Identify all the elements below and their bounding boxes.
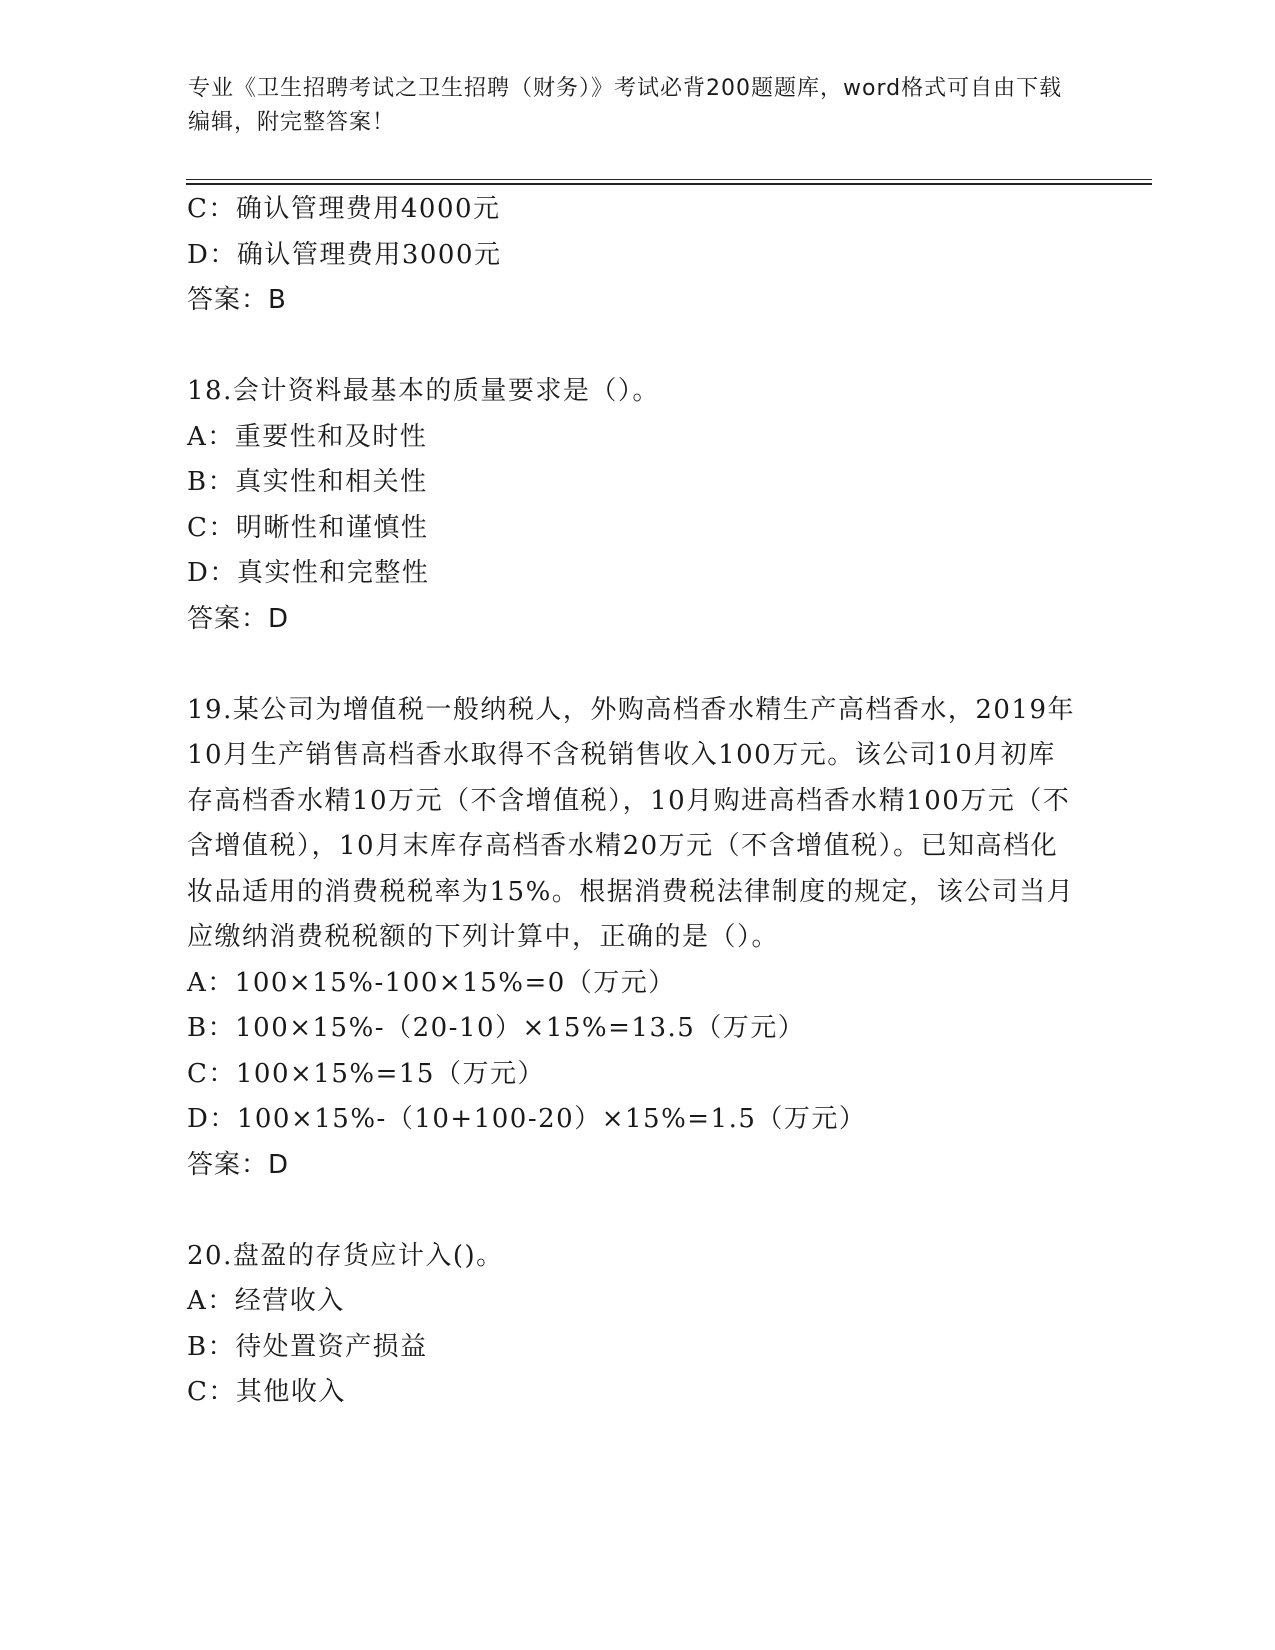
option-a: A：重要性和及时性 [187, 421, 428, 452]
spacer [187, 1188, 1087, 1234]
header-rule-thick [186, 183, 1152, 185]
question-19 [187, 688, 1087, 1189]
option-b: B：待处置资产损益 [187, 1331, 428, 1362]
spacer [187, 642, 1087, 688]
option-b: B：真实性和相关性 [187, 467, 428, 497]
answer-line: 答案：B [187, 285, 287, 315]
question-stem: 19.某公司为增值税一般纳税人，外购高档香水精生产高档香水，2019年10月生产销售高档香水取得不含税销售收入100万元。该公司10月初库存高档香水精10万元（不含增值税），10月购进高档香水精100万元（不含增值税），10月末库存高档香水精20万元（不含增值税）。已知高档化妆品适用的消费税税率为15%。根据消费税法律制度的规定，该公司当月应缴纳消费税税额的下列计算中，正确的是（）。 [187, 694, 1076, 952]
spacer [187, 324, 1087, 370]
document-header: 专业《卫生招聘考试之卫生招聘（财务）》考试必背200题题库，word格式可自由下载编辑，附完整答案！ [188, 76, 1063, 135]
question-18 [187, 369, 1087, 642]
question-stem: 20.盘盈的存货应计入()。 [187, 1240, 504, 1271]
option-b: B：100×15%-（20-10）×15%=13.5（万元） [187, 1013, 806, 1043]
header-rule-thin [186, 179, 1152, 180]
answer-line: 答案：D [187, 1149, 290, 1180]
option-c: C：100×15%=15（万元） [187, 1058, 545, 1089]
option-d: D：确认管理费用3000元 [187, 239, 502, 270]
option-c: C：明晰性和谨慎性 [187, 512, 429, 543]
option-a: A：经营收入 [187, 1286, 345, 1316]
question-20 [187, 1234, 1087, 1416]
question-17-fragment [187, 187, 1087, 324]
question-stem: 18.会计资料最基本的质量要求是（）。 [187, 376, 660, 406]
option-d: D：100×15%-（10+100-20）×15%=1.5（万元） [187, 1104, 867, 1134]
option-d: D：真实性和完整性 [187, 558, 430, 588]
option-a: A：100×15%-100×15%=0（万元） [187, 967, 676, 998]
option-c: C：其他收入 [187, 1377, 346, 1407]
option-c: C：确认管理费用4000元 [187, 194, 501, 224]
document-body [187, 187, 1087, 1416]
answer-line: 答案：D [187, 603, 290, 634]
